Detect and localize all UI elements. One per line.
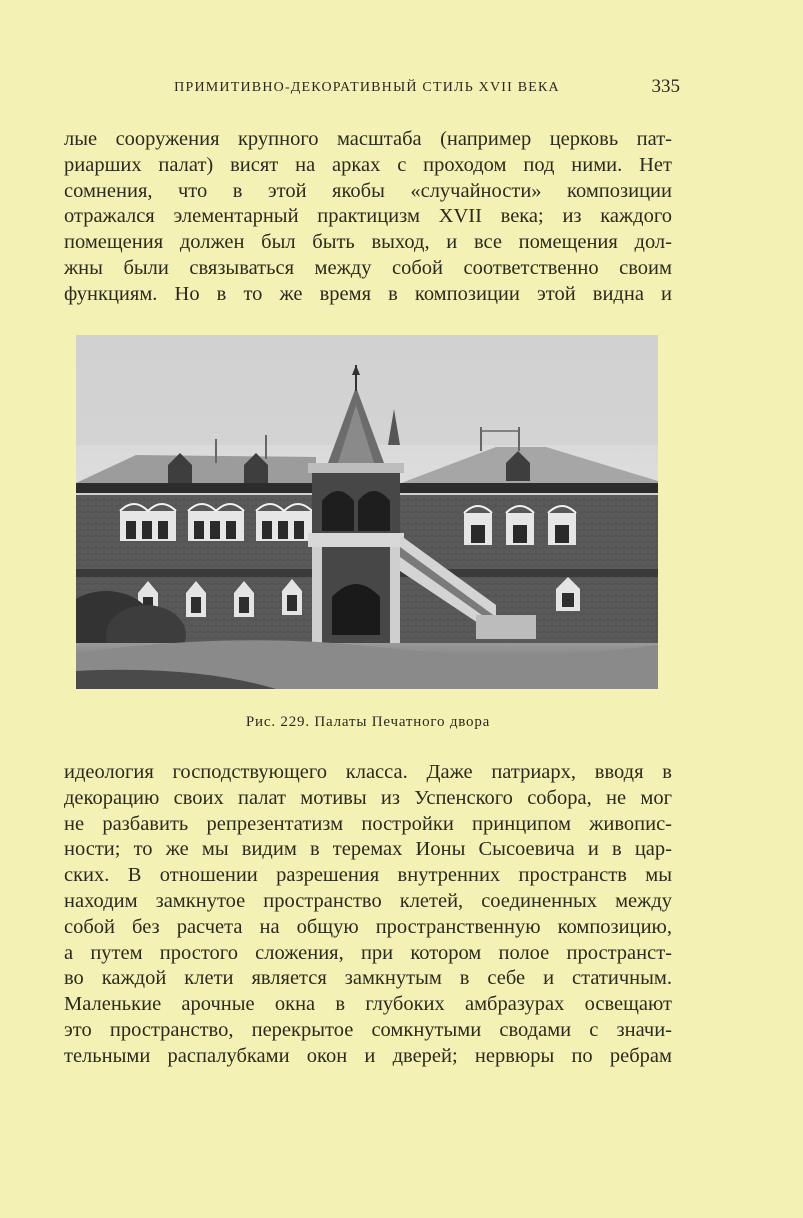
figure-photo-printing-yard-palace <box>76 335 658 689</box>
text-line: а путем простого сложения, при котором полое пространст- <box>64 941 672 964</box>
text-line: помещения должен был быть выход, и все помещения дол- <box>64 231 672 254</box>
text-line: отражался элементарный практицизм XVII века; из каждого <box>64 205 672 228</box>
running-title: ПРИМИТИВНО-ДЕКОРАТИВНЫЙ СТИЛЬ XVII ВЕКА <box>174 80 560 95</box>
text-line: Маленькие арочные окна в глубоких амбразурах освещают <box>64 993 672 1016</box>
text-line: риарших палат) висят на арках с проходом под ними. Нет <box>64 153 672 176</box>
text-line: идеология господствующего класса. Даже патриарх, вводя в <box>64 761 672 783</box>
text-line: во каждой клети является замкнутым в себе и статичным. <box>64 967 672 990</box>
paragraph-bottom <box>64 760 672 1070</box>
paragraph-top <box>64 127 672 308</box>
page-number: 335 <box>651 76 680 97</box>
text-line: ности; то же мы видим в теремах Ионы Сысоевича и в цар- <box>64 838 672 861</box>
text-line: ских. В отношении разрешения внутренних пространств мы <box>64 864 672 887</box>
text-line: лые сооружения крупного масштаба (например церковь пат- <box>64 128 672 150</box>
text-line: жны были связываться между собой соответственно своим <box>64 256 672 279</box>
text-line: сомнения, что в этой якобы «случайности» композиции <box>64 179 672 202</box>
text-line: не разбавить репрезентатизм постройки принципом живопис- <box>64 812 672 835</box>
text-line: собой без расчета на общую пространственную композицию, <box>64 915 672 938</box>
text-line: функциям. Но в то же время в композиции этой видна и <box>64 282 672 305</box>
figure-caption: Рис. 229. Палаты Печатного двора <box>245 714 491 730</box>
text-line: это пространство, перекрытое сомкнутыми сводами с значи- <box>64 1018 672 1041</box>
text-line: тельными распалубками окон и дверей; нервюры по ребрам <box>64 1044 672 1067</box>
text-line: декорацию своих палат мотивы из Успенского собора, не мог <box>64 786 672 809</box>
text-line: находим замкнутое пространство клетей, соединенных между <box>64 889 672 912</box>
